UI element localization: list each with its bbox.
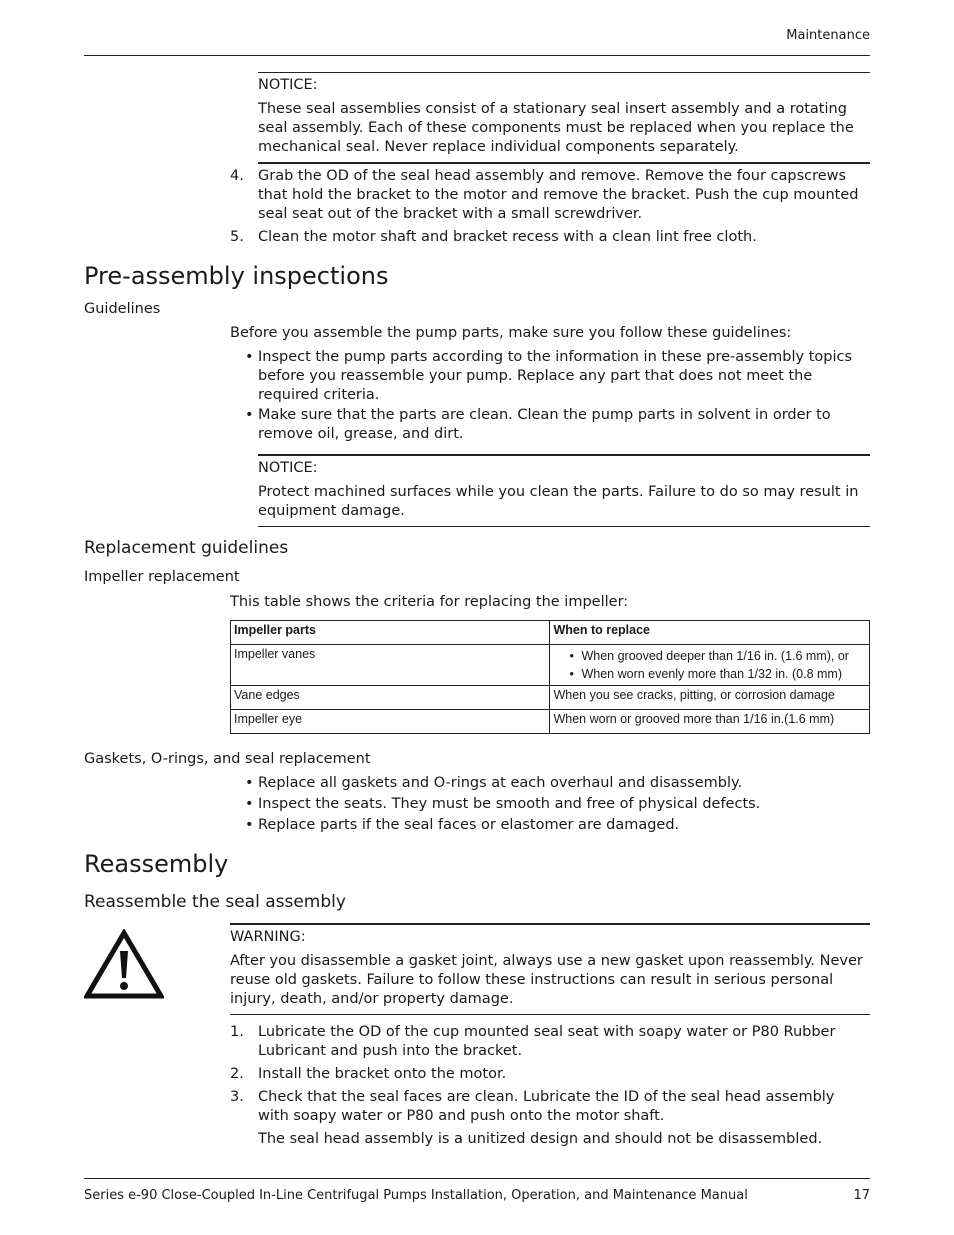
notice-top-rule: [258, 454, 870, 456]
footer-rule: [84, 1178, 870, 1179]
table-header: When to replace: [550, 621, 870, 645]
step-number: 5.: [230, 229, 244, 245]
warning-top-rule: [230, 923, 870, 925]
notice-text: Protect machined surfaces while you clean the parts. Failure to do so may result in equipment damage.: [258, 484, 859, 519]
list-item-text: Inspect the pump parts according to the information in these pre-assembly topics before you reassemble your pump. Replace any part that does not meet the required criteria.: [258, 349, 853, 403]
list-item-text: Replace parts if the seal faces or elastomer are damaged.: [258, 817, 680, 833]
step-number: 3.: [230, 1089, 244, 1105]
notice-text: These seal assemblies consist of a stationary seal insert assembly and a rotating seal assembly. Each of these components must be replaced when you replace the mechanical seal. Never replace individual components separately.: [258, 101, 854, 155]
subheading-gaskets: Gaskets, O-rings, and seal replacement: [84, 751, 371, 767]
table-cell: [550, 645, 870, 686]
step-text: Install the bracket onto the motor.: [258, 1066, 507, 1082]
notice-bottom-rule: [258, 162, 870, 164]
step-number: 2.: [230, 1066, 244, 1082]
step-note: The seal head assembly is a unitized design and should not be disassembled.: [258, 1131, 823, 1147]
table-cell: Impeller vanes: [231, 645, 550, 686]
page-number: 17: [853, 1188, 870, 1203]
section-title-reassembly: Reassembly: [84, 850, 229, 878]
impeller-intro: This table shows the criteria for replacing the impeller:: [230, 594, 629, 610]
table-row: [231, 645, 870, 686]
table-cell: When you see cracks, pitting, or corrosion damage: [550, 686, 870, 710]
notice-label: NOTICE:: [258, 77, 318, 93]
footer-manual-title: Series e-90 Close-Coupled In-Line Centrifugal Pumps Installation, Operation, and Maintenance Manual: [84, 1188, 748, 1203]
bullet-icon: •: [245, 796, 254, 812]
warning-text: After you disassemble a gasket joint, always use a new gasket upon reassembly. Never reuse old gaskets. Failure to follow these instructions can result in serious personal injury, death, and/or property damage.: [230, 953, 863, 1007]
running-header: Maintenance: [786, 28, 870, 43]
header-rule: [84, 55, 870, 56]
step-number: 4.: [230, 168, 244, 184]
bullet-icon: •: [245, 349, 254, 365]
step-number: 1.: [230, 1024, 244, 1040]
impeller-criteria-table: [230, 620, 870, 734]
table-cell: When worn or grooved more than 1/16 in.(1.6 mm): [550, 710, 870, 734]
list-item-text: Replace all gaskets and O-rings at each overhaul and disassembly.: [258, 775, 743, 791]
list-item: • When worn evenly more than 1/32 in. (0.8 mm): [553, 665, 866, 683]
subheading-impeller: Impeller replacement: [84, 569, 240, 585]
step-text: Grab the OD of the seal head assembly and remove. Remove the four capscrews that hold the bracket to the motor and remove the bracket. Push the cup mounted seal seat out of the bracket with a small screwdriver.: [258, 168, 859, 222]
table-header: Impeller parts: [231, 621, 550, 645]
list-item-text: Inspect the seats. They must be smooth and free of physical defects.: [258, 796, 761, 812]
section-title-pre-assembly: Pre-assembly inspections: [84, 262, 389, 290]
notice-bottom-rule: [258, 526, 870, 527]
bullet-icon: •: [245, 775, 254, 791]
warning-label: WARNING:: [230, 929, 306, 945]
warning-bottom-rule: [230, 1014, 870, 1015]
list-item-text: Make sure that the parts are clean. Clean the pump parts in solvent in order to remove oil, grease, and dirt.: [258, 407, 831, 442]
list-item: • When grooved deeper than 1/16 in. (1.6 mm), or: [553, 647, 866, 665]
notice-label: NOTICE:: [258, 460, 318, 476]
table-cell: Impeller eye: [231, 710, 550, 734]
criteria-list: [553, 647, 866, 683]
table-row: [231, 710, 870, 734]
table-header-row: [231, 621, 870, 645]
step-text: Check that the seal faces are clean. Lubricate the ID of the seal head assembly with soapy water or P80 and push onto the motor shaft.: [258, 1089, 835, 1124]
table-cell: Vane edges: [231, 686, 550, 710]
guidelines-intro: Before you assemble the pump parts, make sure you follow these guidelines:: [230, 325, 792, 341]
notice-top-rule: [258, 72, 870, 73]
step-text: Lubricate the OD of the cup mounted seal seat with soapy water or P80 Rubber Lubricant and push into the bracket.: [258, 1024, 836, 1059]
bullet-icon: •: [245, 817, 254, 833]
step-text: Clean the motor shaft and bracket recess with a clean lint free cloth.: [258, 229, 757, 245]
subheading-reassemble-seal: Reassemble the seal assembly: [84, 892, 346, 912]
section-title-replacement: Replacement guidelines: [84, 538, 289, 558]
table-row: [231, 686, 870, 710]
bullet-icon: •: [245, 407, 254, 423]
warning-triangle-icon: [84, 929, 164, 999]
subheading-guidelines: Guidelines: [84, 301, 161, 317]
